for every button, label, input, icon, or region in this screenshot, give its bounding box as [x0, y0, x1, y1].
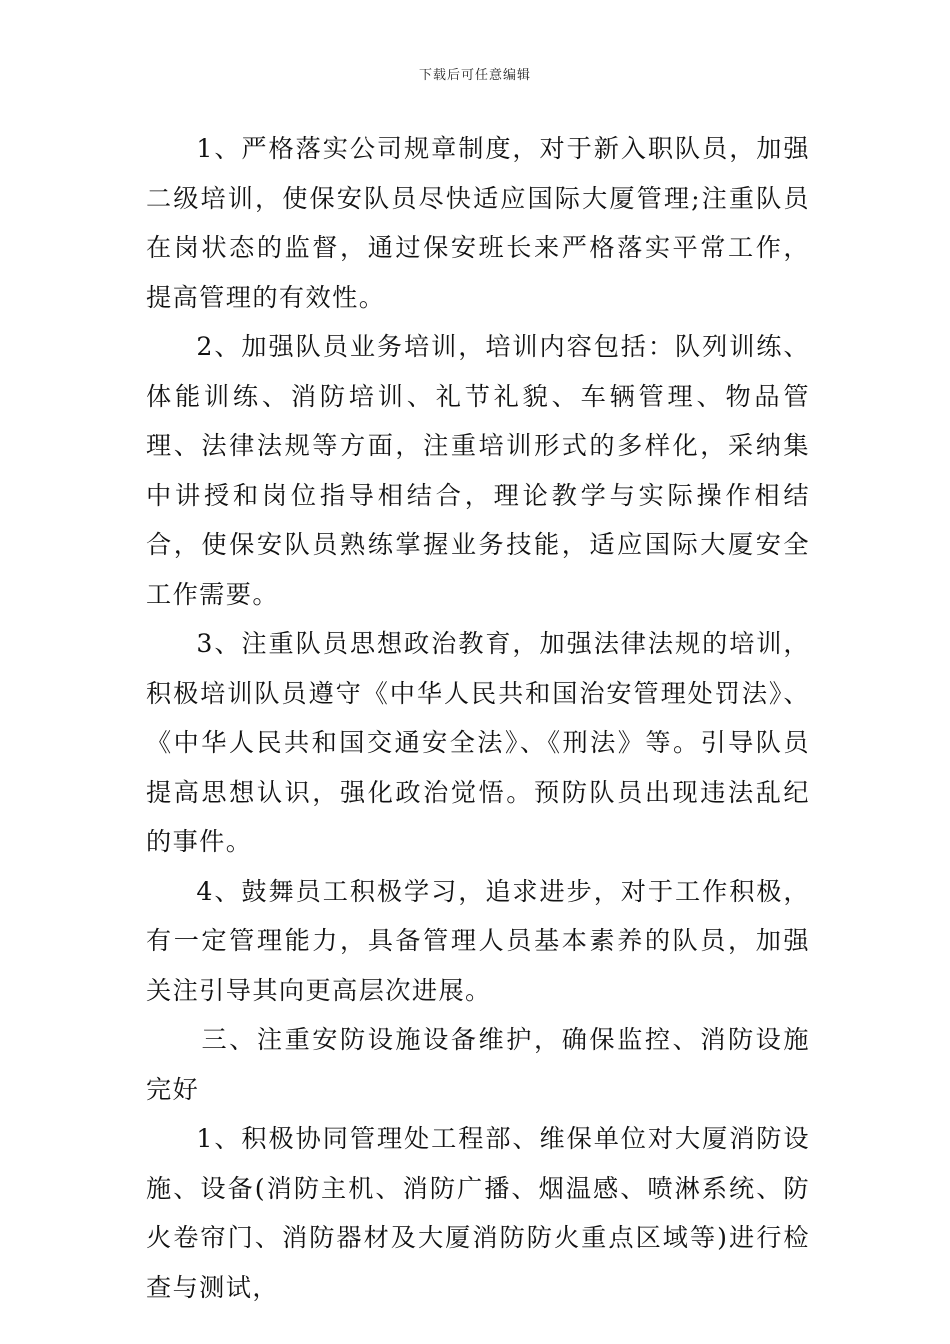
- page-header: 下载后可任意编辑: [418, 68, 531, 83]
- paragraph-1: 1、严格落实公司规章制度，对于新入职队员，加强二级培训，使保安队员尽快适应国际大厦管理;注重队员在岗状态的监督，通过保安班长来严格落实平常工作，提高管理的有效性。: [146, 134, 810, 312]
- document-body: [146, 124, 810, 1312]
- section-heading-3: 三、注重安防设施设备维护，确保监控、消防设施完好: [146, 1025, 810, 1104]
- paragraph-5: 1、积极协同管理处工程部、维保单位对大厦消防设施、设备(消防主机、消防广播、烟温感、喷淋系统、防火卷帘门、消防器材及大厦消防防火重点区域等)进行检查与测试，: [146, 1124, 810, 1302]
- paragraph-4: 4、鼓舞员工积极学习，追求进步，对于工作积极，有一定管理能力，具备管理人员基本素养的队员，加强关注引导其向更高层次进展。: [146, 876, 810, 1005]
- paragraph-3: 3、注重队员思想政治教育，加强法律法规的培训，积极培训队员遵守《中华人民共和国治安管理处罚法》、《中华人民共和国交通安全法》、《刑法》等。引导队员提高思想认识，强化政治觉悟。预防队员出现违法乱纪的事件。: [146, 629, 810, 856]
- paragraph-2: 2、加强队员业务培训，培训内容包括：队列训练、体能训练、消防培训、礼节礼貌、车辆管理、物品管理、法律法规等方面，注重培训形式的多样化，采纳集中讲授和岗位指导相结合，理论教学与实际操作相结合，使保安队员熟练掌握业务技能，适应国际大厦安全工作需要。: [146, 332, 810, 609]
